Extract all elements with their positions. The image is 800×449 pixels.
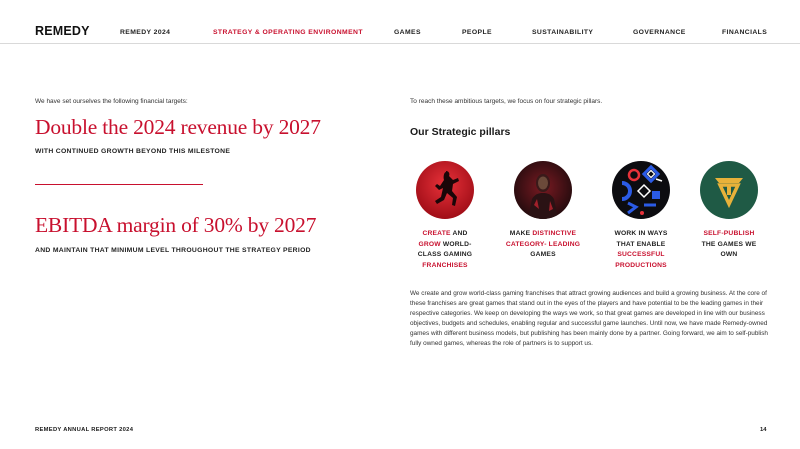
running-figure-icon	[416, 161, 474, 219]
revenue-target-headline: Double the 2024 revenue by 2027	[35, 115, 321, 139]
nav-item-strategy[interactable]: STRATEGY & OPERATING ENVIRONMENT	[213, 29, 363, 36]
pillars-title: Our Strategic pillars	[410, 126, 511, 138]
revenue-target-subline: WITH CONTINUED GROWTH BEYOND THIS MILESTONE	[35, 148, 231, 155]
nav-item-games[interactable]: GAMES	[394, 29, 421, 36]
pillar-text-productions	[596, 229, 686, 271]
pillar-word: CREATE	[422, 230, 451, 237]
pillar-word: WORLD-	[440, 240, 472, 248]
pillar-text-distinctive-games	[498, 229, 588, 261]
pillar-word: MAKE	[509, 230, 533, 237]
pillar-word: GAMES	[530, 251, 556, 258]
pillar-text-self-publish	[684, 229, 774, 261]
pillar-word: FRANCHISES	[422, 261, 468, 269]
pillar-word: SUCCESSFUL	[617, 251, 665, 258]
pillar-word: WORK IN WAYS	[614, 230, 668, 237]
pillar-word: CATEGORY- LEADING	[505, 240, 581, 248]
strategy-body-paragraph: We create and grow world-class gaming franchises that attract growing audiences and build a growing business. At the core of these franchises are great games that stand out in the eyes of the players and have potential to be the leading games in their respective categories. We keep on developing the ways we work, so that great games are developed in line with our business objectives, budgets and schedules, enabling regular and successful game launches. Until now, we have made Remedy-owned games with different business models, but publishing has been mainly done by a partner. Going forward, we aim to self-publish fully owned games, whereas the role of partners is to support us.	[410, 290, 768, 348]
nav-item-financials[interactable]: FINANCIALS	[722, 29, 768, 36]
nav-item-governance[interactable]: GOVERNANCE	[633, 29, 686, 36]
page-number: 14	[760, 427, 767, 433]
abstract-shapes-icon	[612, 161, 670, 219]
nav-item-people[interactable]: PEOPLE	[462, 29, 492, 36]
pillar-word: AND	[450, 230, 468, 237]
pillar-word: THE GAMES WE	[701, 240, 757, 248]
main-nav	[0, 29, 800, 41]
nav-item-sustainability[interactable]: SUSTAINABILITY	[532, 29, 594, 36]
pillar-word: DISTINCTIVE	[532, 230, 577, 237]
publisher-emblem-icon	[700, 161, 758, 219]
section-divider	[35, 184, 203, 185]
pillar-word: OWN	[720, 251, 738, 258]
pillar-text-franchises	[400, 229, 490, 271]
character-portrait-icon	[514, 161, 572, 219]
pillar-word: GROW	[418, 240, 441, 248]
pillars-intro: To reach these ambitious targets, we focus on four strategic pillars.	[410, 98, 603, 105]
footer-report-title: REMEDY ANNUAL REPORT 2024	[35, 427, 134, 433]
pillar-word: PRODUCTIONS	[615, 261, 667, 269]
pillar-word: CLASS GAMING	[417, 251, 473, 258]
ebitda-target-headline: EBITDA margin of 30% by 2027	[35, 213, 317, 237]
pillar-word: SELF-PUBLISH	[703, 230, 755, 237]
remedy-logo[interactable]: REMEDY	[35, 24, 90, 38]
ebitda-target-subline: AND MAINTAIN THAT MINIMUM LEVEL THROUGHOUT THE STRATEGY PERIOD	[35, 247, 311, 254]
nav-item-remedy-2024[interactable]: REMEDY 2024	[120, 29, 171, 36]
pillar-word: THAT ENABLE	[616, 240, 666, 248]
financial-targets-intro: We have set ourselves the following financial targets:	[35, 98, 188, 105]
top-navigation-bar	[0, 0, 800, 44]
